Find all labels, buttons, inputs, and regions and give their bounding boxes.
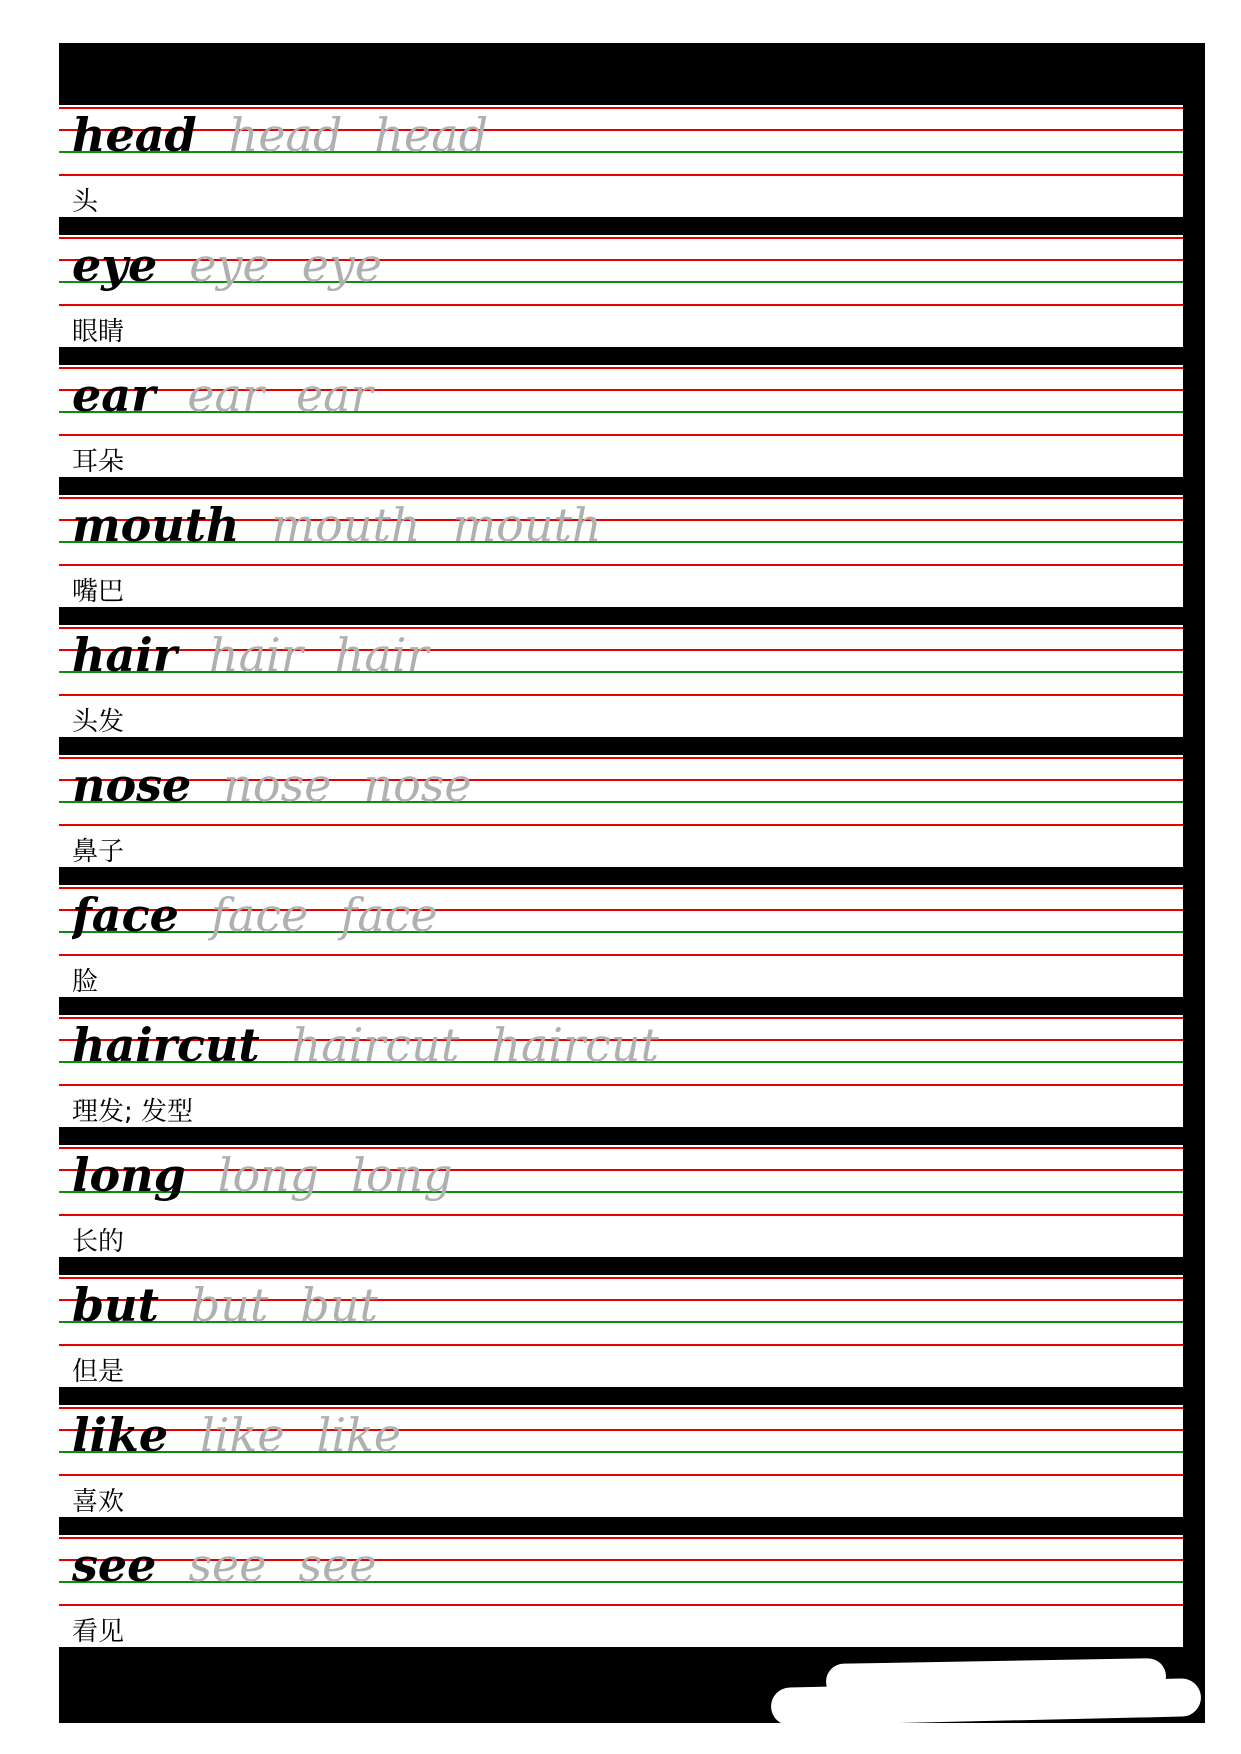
word-trace: long [351,1148,453,1202]
word-trace: mouth [271,498,421,552]
word-trace: see [188,1538,267,1592]
word-sample: mouth [72,498,240,552]
handwriting-guides [59,1145,1183,1217]
guide-line-bottom-red [59,174,1183,176]
word-block [59,1145,1183,1257]
word-row [72,1145,1177,1205]
word-block [59,105,1183,217]
word-sample: see [72,1538,157,1592]
word-sample: haircut [72,1018,260,1072]
word-trace: nose [363,758,472,812]
guide-line-bottom-red [59,1474,1183,1476]
translation-label: 长的 [72,1227,125,1257]
word-sample: like [72,1408,169,1462]
word-row [72,755,1177,815]
translation-label: 但是 [72,1357,125,1387]
word-row [72,1015,1177,1075]
rows-container [59,105,1205,1647]
word-block [59,1015,1183,1127]
word-trace: head [228,108,343,162]
word-trace: hair [334,628,429,682]
word-sample: but [72,1278,159,1332]
word-block [59,885,1183,997]
word-row [72,1535,1177,1595]
word-trace: eye [301,238,383,292]
handwriting-guides [59,625,1183,697]
word-row [72,105,1177,165]
word-sample: hair [72,628,177,682]
word-trace: see [298,1538,377,1592]
word-trace: ear [187,368,264,422]
word-sample: long [72,1148,186,1202]
word-row [72,365,1177,425]
word-sample: head [72,108,197,162]
word-block [59,625,1183,737]
word-block [59,1275,1183,1387]
word-trace: face [210,888,309,942]
word-row [72,495,1177,555]
word-trace: face [340,888,438,942]
word-row [72,885,1177,945]
word-row [72,625,1177,685]
word-sample: face [72,888,179,942]
guide-line-bottom-red [59,1214,1183,1216]
word-row [72,1275,1177,1335]
word-trace: but [190,1278,269,1332]
word-trace: long [217,1148,320,1202]
translation-label: 理发; 发型 [72,1097,194,1127]
guide-line-bottom-red [59,694,1183,696]
handwriting-guides [59,885,1183,957]
word-sample: nose [72,758,192,812]
eraser-scribble [771,1661,1202,1721]
word-trace: eye [189,238,270,292]
translation-label: 头发 [72,707,125,737]
translation-label: 鼻子 [72,837,125,867]
guide-line-bottom-red [59,954,1183,956]
word-trace: like [200,1408,285,1462]
handwriting-guides [59,1405,1183,1477]
guide-line-bottom-red [59,1344,1183,1346]
guide-line-bottom-red [59,304,1183,306]
word-block [59,495,1183,607]
guide-line-bottom-red [59,434,1183,436]
word-row [72,1405,1177,1465]
word-trace: haircut [491,1018,659,1072]
word-block [59,755,1183,867]
translation-label: 眼睛 [72,317,125,347]
translation-label: 脸 [72,967,99,997]
handwriting-guides [59,365,1183,437]
header-bar [59,43,1205,105]
guide-line-bottom-red [59,824,1183,826]
handwriting-guides [59,235,1183,307]
word-block [59,235,1183,347]
word-sample: eye [72,238,158,292]
guide-line-bottom-red [59,1604,1183,1606]
guide-line-bottom-red [59,1084,1183,1086]
word-block [59,1405,1183,1517]
word-row [72,235,1177,295]
handwriting-guides [59,1275,1183,1347]
word-trace: mouth [452,498,602,552]
handwriting-guides [59,495,1183,567]
word-trace: head [374,108,489,162]
word-trace: but [300,1278,378,1332]
handwriting-guides [59,105,1183,177]
worksheet-page [59,43,1205,1723]
guide-line-bottom-red [59,564,1183,566]
translation-label: 耳朵 [72,447,125,477]
handwriting-guides [59,1535,1183,1607]
translation-label: 喜欢 [72,1487,125,1517]
word-block [59,1535,1183,1647]
word-trace: hair [208,628,303,682]
word-trace: haircut [291,1018,460,1072]
handwriting-guides [59,755,1183,827]
handwriting-guides [59,1015,1183,1087]
word-trace: ear [295,368,373,422]
word-block [59,365,1183,477]
translation-label: 头 [72,187,99,217]
translation-label: 嘴巴 [72,577,125,607]
word-trace: like [316,1408,402,1462]
word-trace: nose [223,758,332,812]
translation-label: 看见 [72,1617,125,1647]
word-sample: ear [72,368,156,422]
